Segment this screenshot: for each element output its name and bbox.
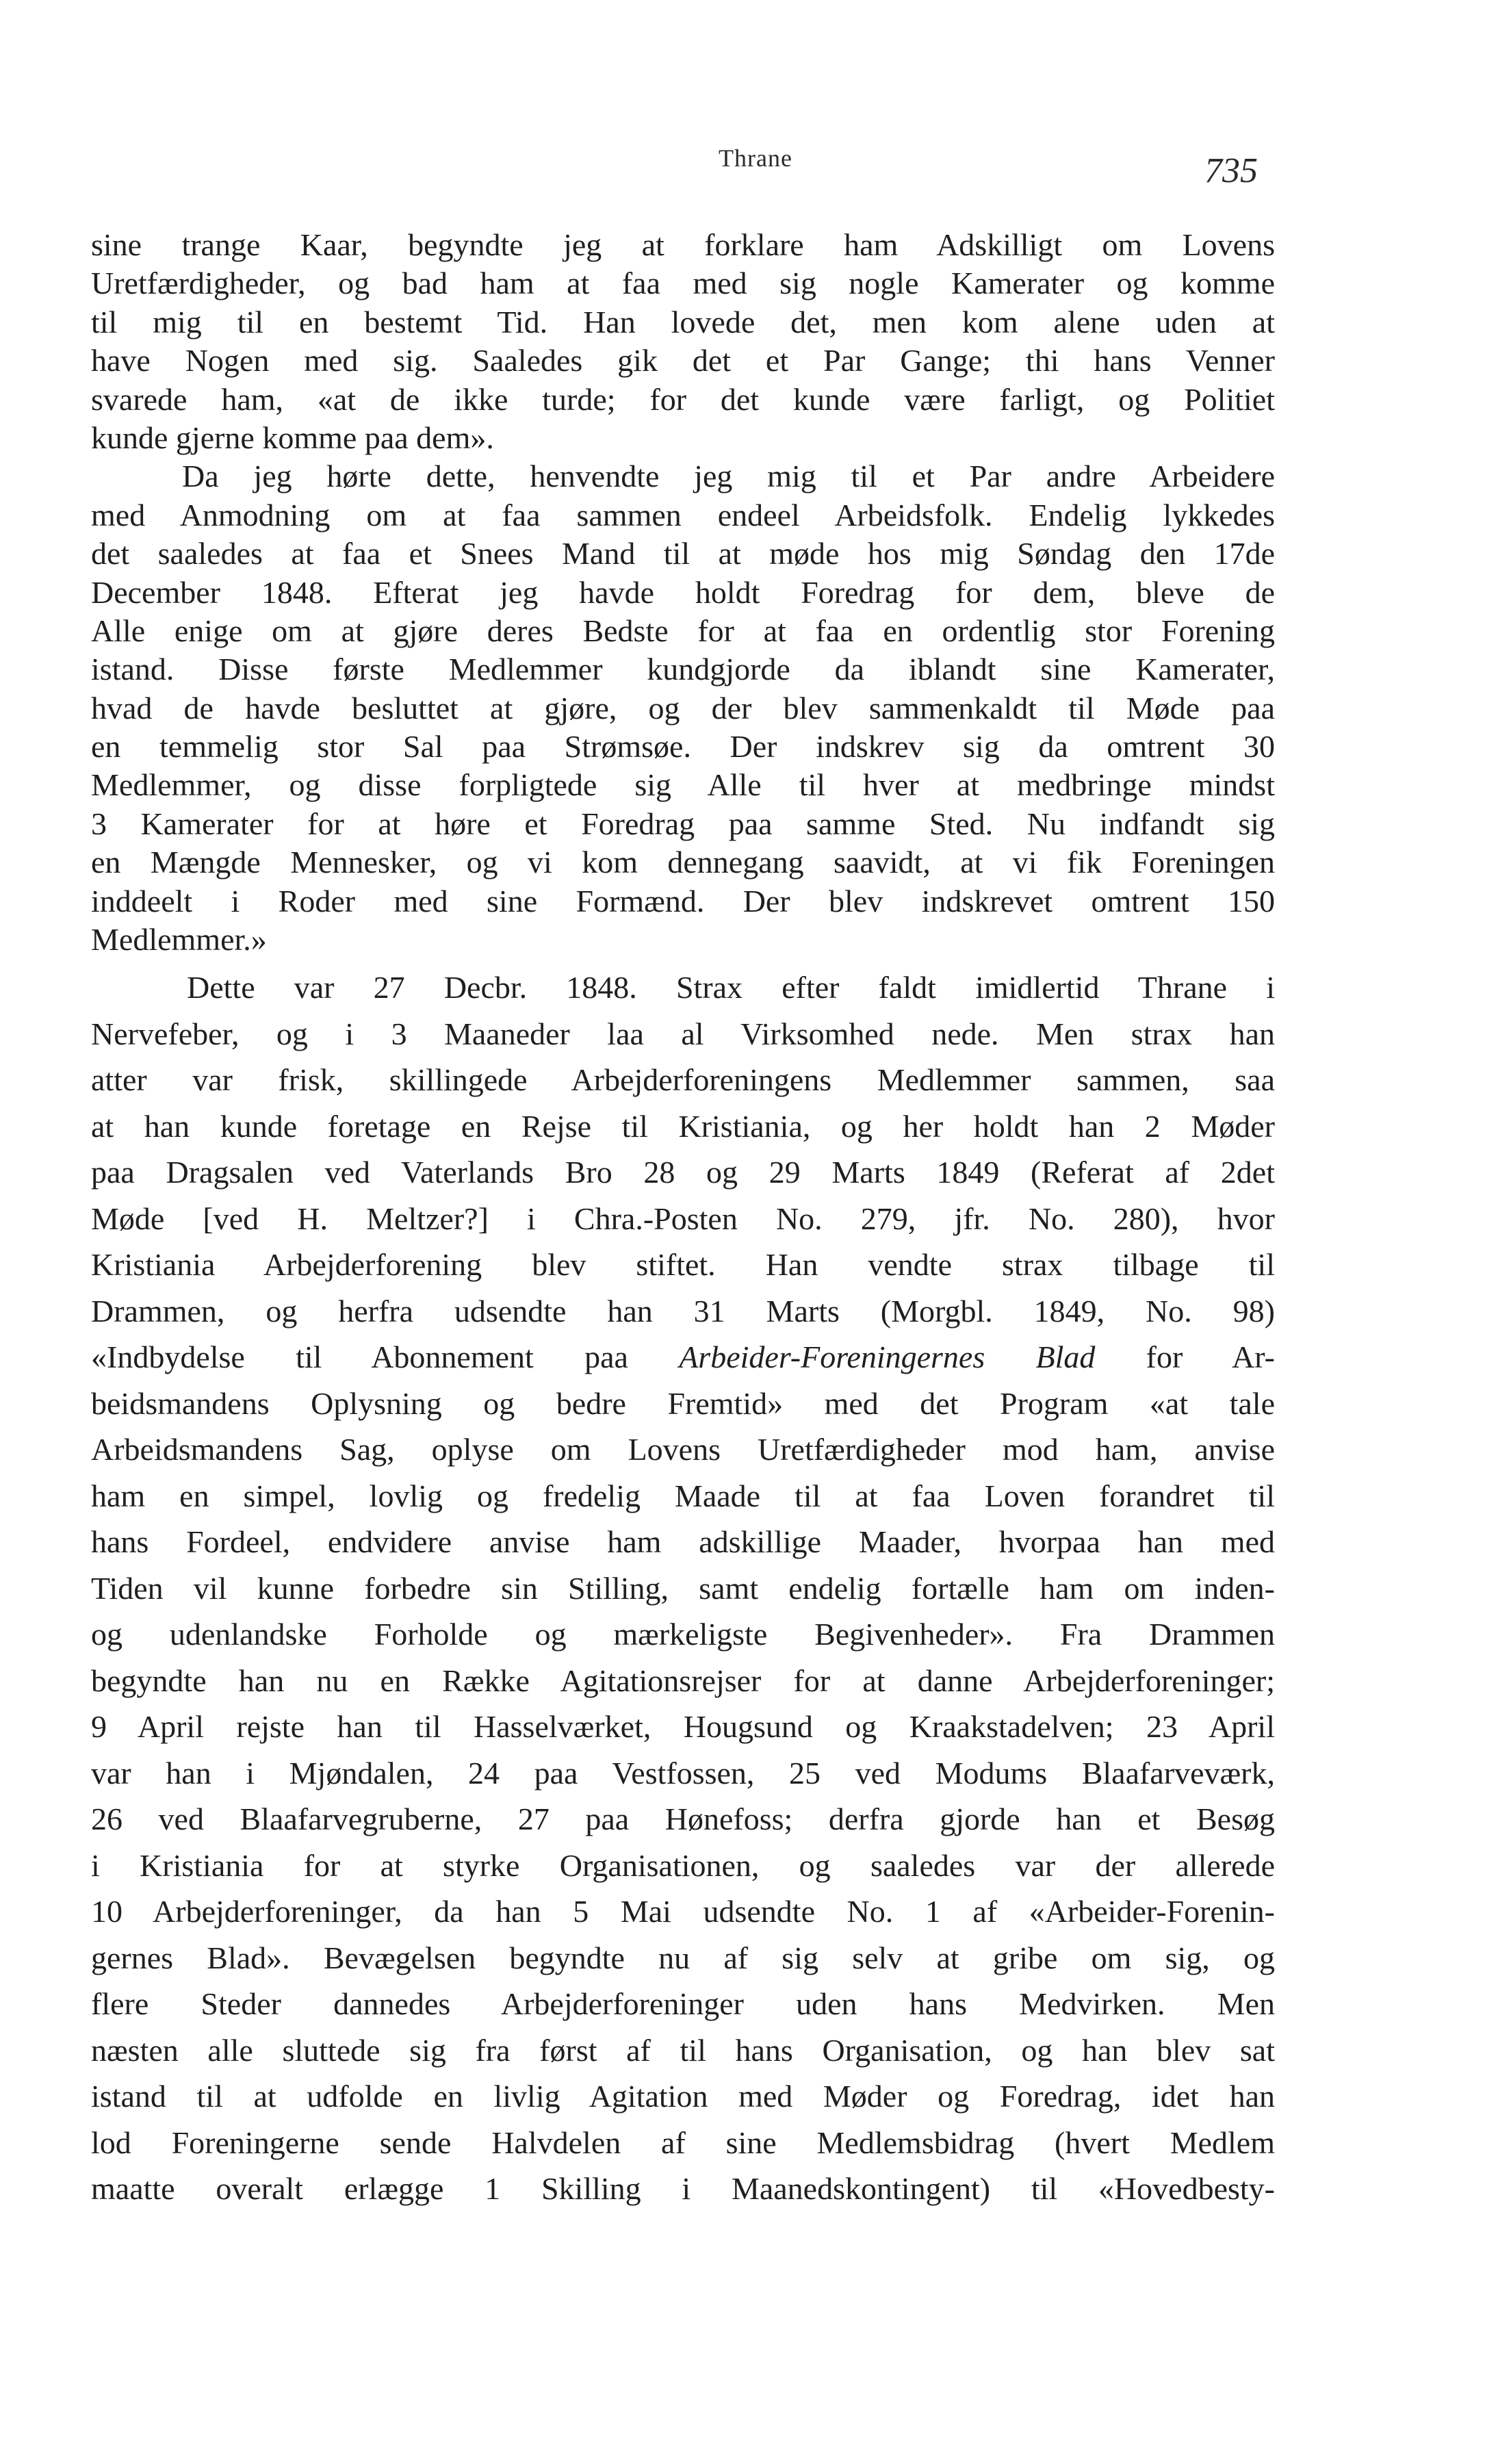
text-line: December 1848. Efterat jeg havde holdt Foredrag for dem, bleve de <box>91 574 1275 610</box>
page-number: 735 <box>1204 151 1258 190</box>
body-text <box>91 226 1275 2212</box>
text-line: have Nogen med sig. Saaledes gik det et Par Gange; thi hans Venner <box>91 343 1275 378</box>
text-line: gernes Blad». Bevægelsen begyndte nu af sig selv at gribe om sig, og <box>91 1940 1275 1975</box>
running-title: Thrane <box>719 144 792 172</box>
paragraph-block-2 <box>91 964 1275 2212</box>
text-line: og udenlandske Forholde og mærkeligste Begivenheder». Fra Drammen <box>91 1617 1275 1652</box>
text-line: Dette var 27 Decbr. 1848. Strax efter faldt imidlertid Thrane i <box>187 970 1275 1005</box>
text-line: 26 ved Blaafarvegruberne, 27 paa Hønefoss; derfra gjorde han et Besøg <box>91 1801 1275 1837</box>
text-line-start: «Indbydelse til Abonnement paa <box>91 1339 680 1375</box>
text-line: Uretfærdigheder, og bad ham at faa med sig nogle Kamerater og komme <box>91 266 1275 301</box>
text-line: hvad de havde besluttet at gjøre, og der blev sammenkaldt til Møde paa <box>91 690 1275 726</box>
text-line: at han kunde foretage en Rejse til Kristiania, og her holdt han 2 Møder <box>91 1108 1275 1144</box>
text-line: Kristiania Arbejderforening blev stiftet. Han vendte strax tilbage til <box>91 1247 1275 1283</box>
text-line: Møde [ved H. Meltzer?] i Chra.-Posten No. 279, jfr. No. 280), hvor <box>91 1201 1275 1236</box>
text-line: begyndte han nu en Række Agitationsrejser for at danne Arbejderforeninger; <box>91 1663 1275 1698</box>
text-line: 9 April rejste han til Hasselværket, Hougsund og Kraakstadelven; 23 April <box>91 1709 1275 1745</box>
text-line: en temmelig stor Sal paa Strømsøe. Der indskrev sig da omtrent 30 <box>91 729 1275 765</box>
text-line: istand til at udfolde en livlig Agitation med Møder og Foredrag, idet han <box>91 2079 1275 2114</box>
text-line: 10 Arbejderforeninger, da han 5 Mai udsendte No. 1 af «Arbeider-Forenin- <box>91 1894 1275 1929</box>
text-line: en Mængde Mennesker, og vi kom dennegang saavidt, at vi fik Foreningen <box>91 845 1275 880</box>
text-line: ham en simpel, lovlig og fredelig Maade til at faa Loven forandret til <box>91 1478 1275 1513</box>
text-line: Da jeg hørte dette, henvendte jeg mig til et Par andre Arbeidere <box>182 459 1275 494</box>
text-line: Alle enige om at gjøre deres Bedste for at faa en ordentlig stor Forening <box>91 613 1275 648</box>
text-line: hans Fordeel, endvidere anvise ham adskillige Maader, hvorpaa han med <box>91 1524 1275 1560</box>
text-line: lod Foreningerne sende Halvdelen af sine Medlemsbidrag (hvert Medlem <box>91 2125 1275 2160</box>
text-line: flere Steder dannedes Arbejderforeninger uden hans Medvirken. Men <box>91 1986 1275 2022</box>
text-line: atter var frisk, skillingede Arbejderforeningens Medlemmer sammen, saa <box>91 1062 1275 1098</box>
text-line: paa Dragsalen ved Vaterlands Bro 28 og 29 Marts 1849 (Referat af 2det <box>91 1155 1275 1190</box>
text-line <box>91 1334 1275 1381</box>
text-line: Medlemmer.» <box>91 922 267 958</box>
text-line: sine trange Kaar, begyndte jeg at forklare ham Adskilligt om Lovens <box>91 227 1275 262</box>
text-line: kunde gjerne komme paa dem». <box>91 420 494 455</box>
paragraph-block-1 <box>91 226 1275 959</box>
text-line: det saaledes at faa et Snees Mand til at møde hos mig Søndag den 17de <box>91 536 1275 572</box>
text-line: maatte overalt erlægge 1 Skilling i Maanedskontingent) til «Hovedbesty- <box>91 2171 1275 2207</box>
text-line: Drammen, og herfra udsendte han 31 Marts (Morgbl. 1849, No. 98) <box>91 1293 1275 1329</box>
text-line: med Anmodning om at faa sammen endeel Arbeidsfolk. Endelig lykkedes <box>91 497 1275 532</box>
text-line: Nervefeber, og i 3 Maaneder laa al Virksomhed nede. Men strax han <box>91 1016 1275 1051</box>
text-line: Medlemmer, og disse forpligtede sig Alle til hver at medbringe mindst <box>91 767 1275 803</box>
text-line: Arbeidsmandens Sag, oplyse om Lovens Uretfærdigheder mod ham, anvise <box>91 1432 1275 1467</box>
text-line: var han i Mjøndalen, 24 paa Vestfossen, 25 ved Modums Blaafarveværk, <box>91 1755 1275 1791</box>
text-line: inddeelt i Roder med sine Formænd. Der blev indskrevet omtrent 150 <box>91 883 1275 919</box>
text-line: svarede ham, «at de ikke turde; for det kunde være farligt, og Politiet <box>91 381 1275 417</box>
journal-title-italic: Arbeider-Foreningernes Blad <box>679 1339 1096 1375</box>
text-line: 3 Kamerater for at høre et Foredrag paa samme Sted. Nu indfandt sig <box>91 806 1275 841</box>
text-line: i Kristiania for at styrke Organisationen, og saaledes var der allerede <box>91 1847 1275 1883</box>
text-line: Tiden vil kunne forbedre sin Stilling, samt endelig fortælle ham om inden- <box>91 1570 1275 1606</box>
text-line: til mig til en bestemt Tid. Han lovede det, men kom alene uden at <box>91 304 1275 339</box>
text-line: næsten alle sluttede sig fra først af til hans Organisation, og han blev sat <box>91 2032 1275 2068</box>
text-line: istand. Disse første Medlemmer kundgjorde da iblandt sine Kamerater, <box>91 652 1275 687</box>
text-line-end: for Ar- <box>1095 1339 1275 1375</box>
text-line: beidsmandens Oplysning og bedre Fremtid» med det Program «at tale <box>91 1385 1275 1421</box>
